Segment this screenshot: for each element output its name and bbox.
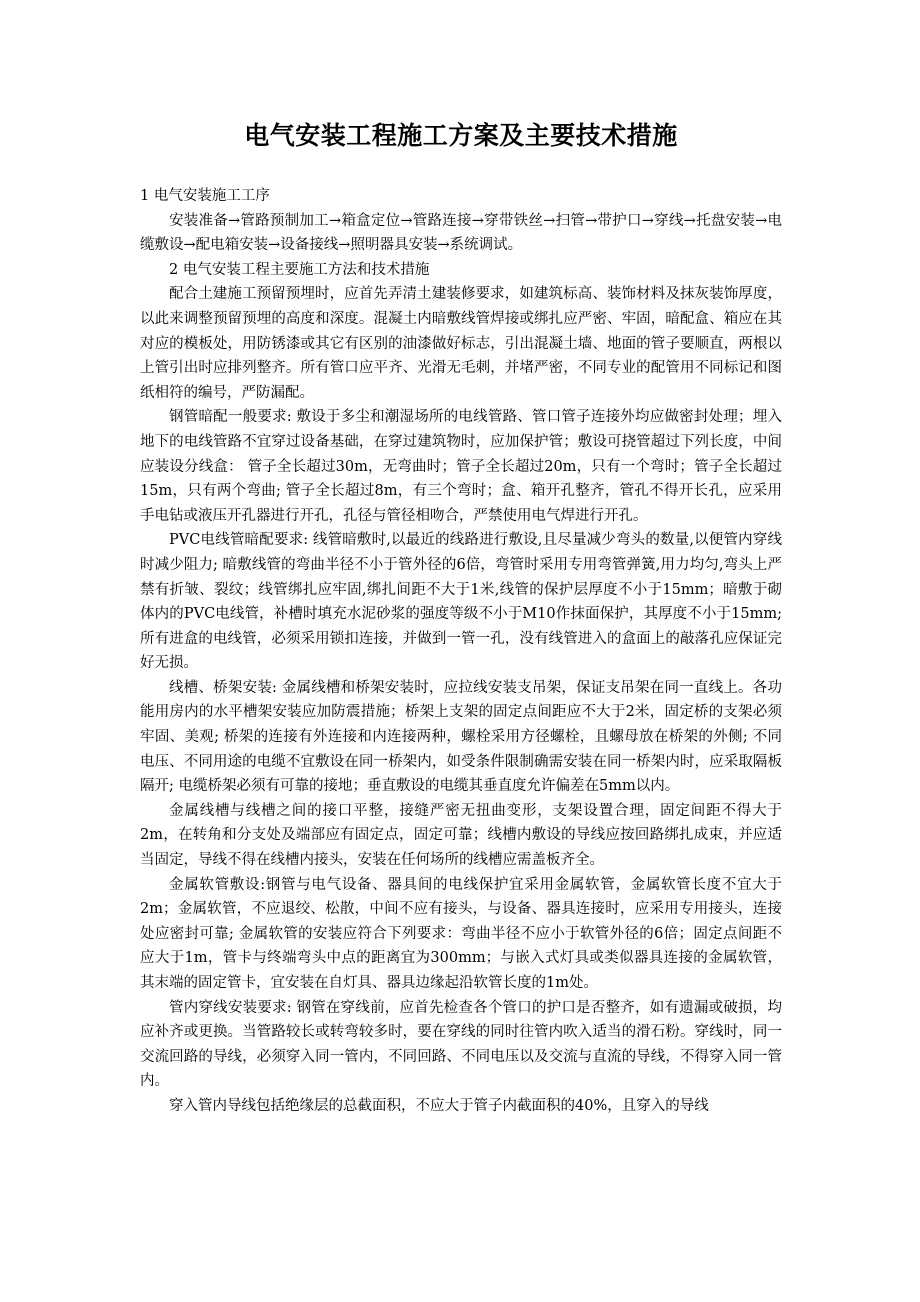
paragraph-preembedding: 配合土建施工预留预埋时，应首先弄清土建装修要求，如建筑标高、装饰材料及抹灰装饰厚度，以此来调整预留预埋的高度和深度。混凝土内暗敷线管焊接或绑扎应严密、牢固，暗配盒、箱应在其对应的模板处，用防锈漆或其它有区别的油漆做好标志，引出混凝土墙、地面的管子要顺直，两根以上管引出时应排列整齐。所有管口应平齐、光滑无毛刺，并堵严密，不同专业的配管用不同标记和图纸相符的编号，严防漏配。 bbox=[140, 286, 782, 401]
document-title: 电气安装工程施工方案及主要技术措施 bbox=[244, 121, 678, 150]
paragraph-steel-conduit: 钢管暗配一般要求: 敷设于多尘和潮湿场所的电线管路、管口管子连接外均应做密封处理；埋入地下的电线管路不宜穿过设备基础，在穿过建筑物时，应加保护管；敷设可挠管超过下列长度，中间应装设分线盒： 管子全长超过30m，无弯曲时；管子全长超过20m，只有一个弯时；管子全长超过15m，只有两个弯曲; 管子全长超过8m，有三个弯时；盒、箱开孔整齐，管孔不得开长孔，应采用手电钻或液压开孔器进行开孔，孔径与管径相吻合，严禁使用电气焊进行开孔。 bbox=[140, 409, 782, 524]
paragraph-trunking-tray: 线槽、桥架安装: 金属线槽和桥架安装时，应拉线安装支吊架，保证支吊架在同一直线上。各功能用房内的水平槽架安装应加防震措施；桥架上支架的固定点间距应不大于2米，固定桥的支架必须牢固、美观; 桥架的连接有外连接和内连接两种，螺栓采用方径螺栓，且螺母放在桥架的外侧; 不同电压、不同用途的电缆不宜敷设在同一桥架内，如受条件限制确需安装在同一桥架内时，应采取隔板隔开; 电缆桥架必须有可靠的接地；垂直敷设的电缆其垂直度允许偏差在5mm以内。 bbox=[140, 679, 782, 795]
paragraph-flexible-conduit: 金属软管敷设:钢管与电气设备、器具间的电线保护宜采用金属软管，金属软管长度不宜大于2m；金属软管，不应退绞、松散，中间不应有接头，与设备、器具连接时，应采用专用接头，连接处应密封可靠; 金属软管的安装应符合下列要求：弯曲半径不应小于软管外径的6倍；固定点间距不应大于1m，管卡与终端弯头中点的距离宜为300mm；与嵌入式灯具或类似器具连接的金属软管，其末端的固定管卡，宜安装在自灯具、器具边缘起沿软管长度的1m处。 bbox=[140, 876, 782, 991]
paragraph-process: 安装准备→管路预制加工→箱盒定位→管路连接→穿带铁丝→扫管→带护口→穿线→托盘安装→电缆敷设→配电箱安装→设备接线→照明器具安装→系统调试。 bbox=[140, 212, 782, 254]
paragraph-wire-pulling: 管内穿线安装要求: 钢管在穿线前，应首先检查各个管口的护口是否整齐，如有遗漏或破损，均应补齐或更换。当管路较长或转弯较多时，要在穿线的同时往管内吹入适当的滑石粉。穿线时，同一交流回路的导线，必须穿入同一管内，不同回路、不同电压以及交流与直流的导线，不得穿入同一管内。 bbox=[140, 999, 782, 1090]
document-page bbox=[140, 0, 782, 1119]
paragraph-cross-section: 穿入管内导线包括绝缘层的总截面积，不应大于管子内截面积的40%，且穿入的导线 bbox=[169, 1097, 709, 1114]
section-heading-1: 1 电气安装施工工序 bbox=[140, 188, 270, 204]
section-heading-2: 2 电气安装工程主要施工方法和技术措施 bbox=[169, 261, 430, 278]
paragraph-metal-trunking: 金属线槽与线槽之间的接口平整，接缝严密无扭曲变形，支架设置合理，固定间距不得大于2m，在转角和分支处及端部应有固定点，固定可靠；线槽内敷设的导线应按回路绑扎成束，并应适当固定，导线不得在线槽内接头，安装在任何场所的线槽应需盖板齐全。 bbox=[140, 802, 782, 869]
paragraph-pvc-conduit: PVC电线管暗配要求: 线管暗敷时,以最近的线路进行敷设,且尽量减少弯头的数量,以便管内穿线时减少阻力; 暗敷线管的弯曲半径不小于管外径的6倍，弯管时采用专用弯管弹簧,用力均匀,弯头上严禁有折皱、裂纹；线管绑扎应牢固,绑扎间距不大于1米,线管的保护层厚度不小于15mm；暗敷于砌体内的PVC电线管，补槽时填充水泥砂浆的强度等级不小于M10作抹面保护，其厚度不小于15mm; 所有进盒的电线管，必须采用锁扣连接，并做到一管一孔，没有线管进入的盒面上的敲落孔应保证完好无损。 bbox=[140, 532, 782, 672]
